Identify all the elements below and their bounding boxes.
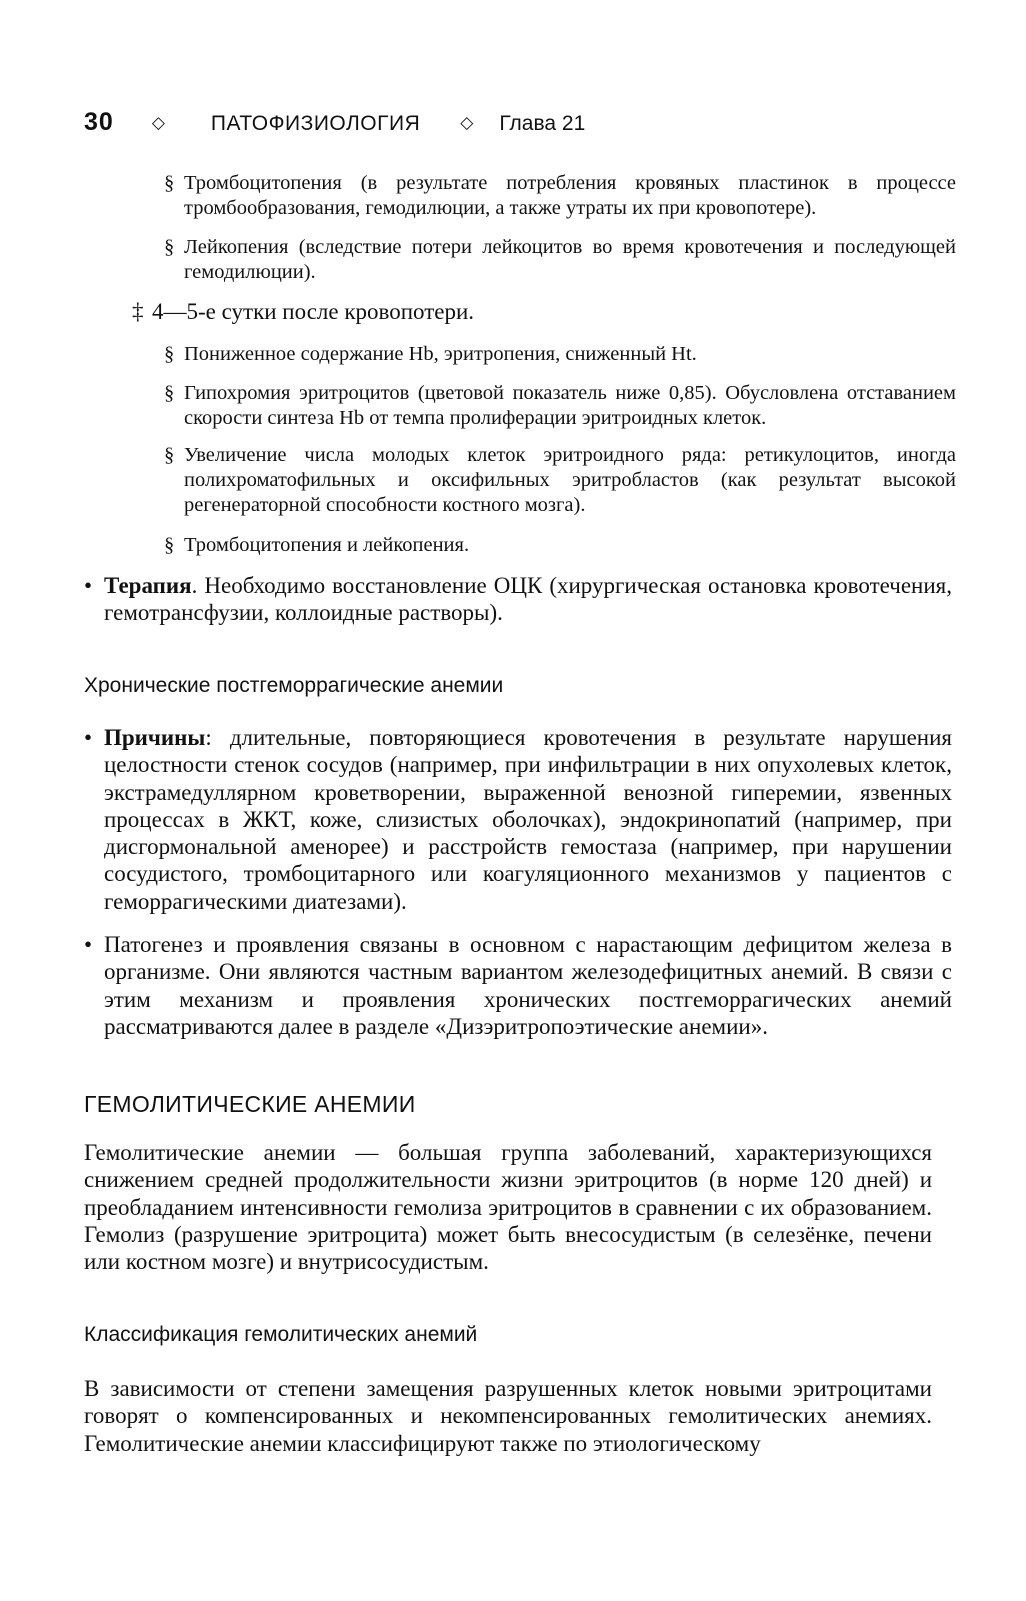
- bullet-marker: •: [84, 932, 93, 957]
- section-sign-marker: §: [164, 534, 175, 556]
- body-paragraph: Гемолитические анемии — большая группа заболеваний, характеризующихся снижением средней продолжительности жизни эритроцитов (в норме 120 дней) и преобладанием интенсивности гемолиза эритроцитов в сравнении с их образованием. Гемолиз (разрушение эритроцита) может быть внесосудистым (в селезёнке, печени или костном мозге) и внутрисосудистым.: [84, 1140, 932, 1275]
- chapter-section-heading: ГЕМОЛИТИЧЕСКИЕ АНЕМИИ: [84, 1091, 416, 1117]
- list-item: [84, 724, 952, 915]
- page-number: 30: [84, 108, 114, 136]
- list-item: [164, 533, 956, 558]
- bold-term: Причины: [104, 725, 206, 750]
- list-item: [164, 443, 956, 518]
- list-item-text: Пониженное содержание Hb, эритропения, сниженный Ht.: [184, 343, 697, 365]
- diamond-icon: ◇: [151, 113, 165, 133]
- list-item-text: : длительные, повторяющиеся кровотечения в результате нарушения целостности стенок сосудов (например, при инфильтрации в них опухолевых клеток, экстрамедуллярном кроветворении, выраженной венозной гиперемии, язвенных процессах в ЖКТ, коже, слизистых оболочках), эндокринопатий (например, при дисгормональной аменорее) и расстройств гемостаза (например, при нарушении сосудистого, тромбоцитарного или коагуляционного механизмов у пациентов с геморрагическими диатезами).: [104, 725, 952, 914]
- diamond-icon: ◇: [460, 113, 474, 133]
- bullet-marker: •: [84, 573, 93, 598]
- list-item: [84, 572, 952, 627]
- list-item-text: Увеличение числа молодых клеток эритроидного ряда: ретикулоцитов, иногда полихроматофильных и оксифильных эритробластов (как результат высокой регенераторной способности костного мозга).: [184, 444, 956, 516]
- bold-term: Терапия: [104, 573, 192, 598]
- bullet-marker: •: [84, 725, 93, 750]
- section-sign-marker: §: [164, 172, 175, 194]
- chapter-label: Глава 21: [499, 112, 586, 135]
- section-sign-marker: §: [164, 444, 175, 466]
- list-item-text: Тромбоцитопения (в результате потребления кровяных пластинок в процессе тромбообразования, гемодилюции, а также утраты их при кровопотере).: [184, 172, 956, 219]
- section-sign-marker: §: [164, 382, 175, 404]
- section-heading: Классификация гемолитических анемий: [84, 1323, 478, 1346]
- section-sign-marker: §: [164, 343, 175, 365]
- body-paragraph: В зависимости от степени замещения разрушенных клеток новыми эритроцитами говорят о компенсированных и некомпенсированных гемолитических анемиях. Гемолитические анемии классифицируют также по этиологическому: [84, 1376, 932, 1456]
- list-item-text: Патогенез и проявления связаны в основном с нарастающим дефицитом железа в организме. Они являются частным вариантом железодефицитных анемий. В связи с этим механизм и проявления хронических постгеморрагических анемий рассматриваются далее в разделе «Дизэритропоэтические анемии».: [104, 932, 952, 1039]
- list-item-text: Гипохромия эритроцитов (цветовой показатель ниже 0,85). Обусловлена отставанием скорости синтеза Hb от темпа пролиферации эритроидных клеток.: [184, 382, 956, 429]
- list-item: [84, 931, 952, 1040]
- list-item-text: . Необходимо восстановление ОЦК (хирургическая остановка кровотечения, гемотрансфузии, коллоидные растворы).: [104, 573, 952, 626]
- running-header: [84, 108, 585, 137]
- list-item: [132, 298, 932, 326]
- list-item: [164, 171, 956, 221]
- section-sign-marker: §: [164, 236, 175, 258]
- list-item-text: 4—5-е сутки после кровопотери.: [152, 299, 475, 324]
- list-item: [164, 381, 956, 431]
- list-item: [164, 235, 956, 285]
- section-heading: Хронические постгеморрагические анемии: [84, 674, 504, 697]
- list-item: [164, 342, 956, 367]
- list-item-text: Лейкопения (вследствие потери лейкоцитов во время кровотечения и последующей гемодилюции).: [184, 236, 956, 283]
- double-dagger-marker: ‡: [132, 299, 144, 324]
- book-title: ПАТОФИЗИОЛОГИЯ: [210, 112, 421, 135]
- list-item-text: Тромбоцитопения и лейкопения.: [184, 534, 470, 556]
